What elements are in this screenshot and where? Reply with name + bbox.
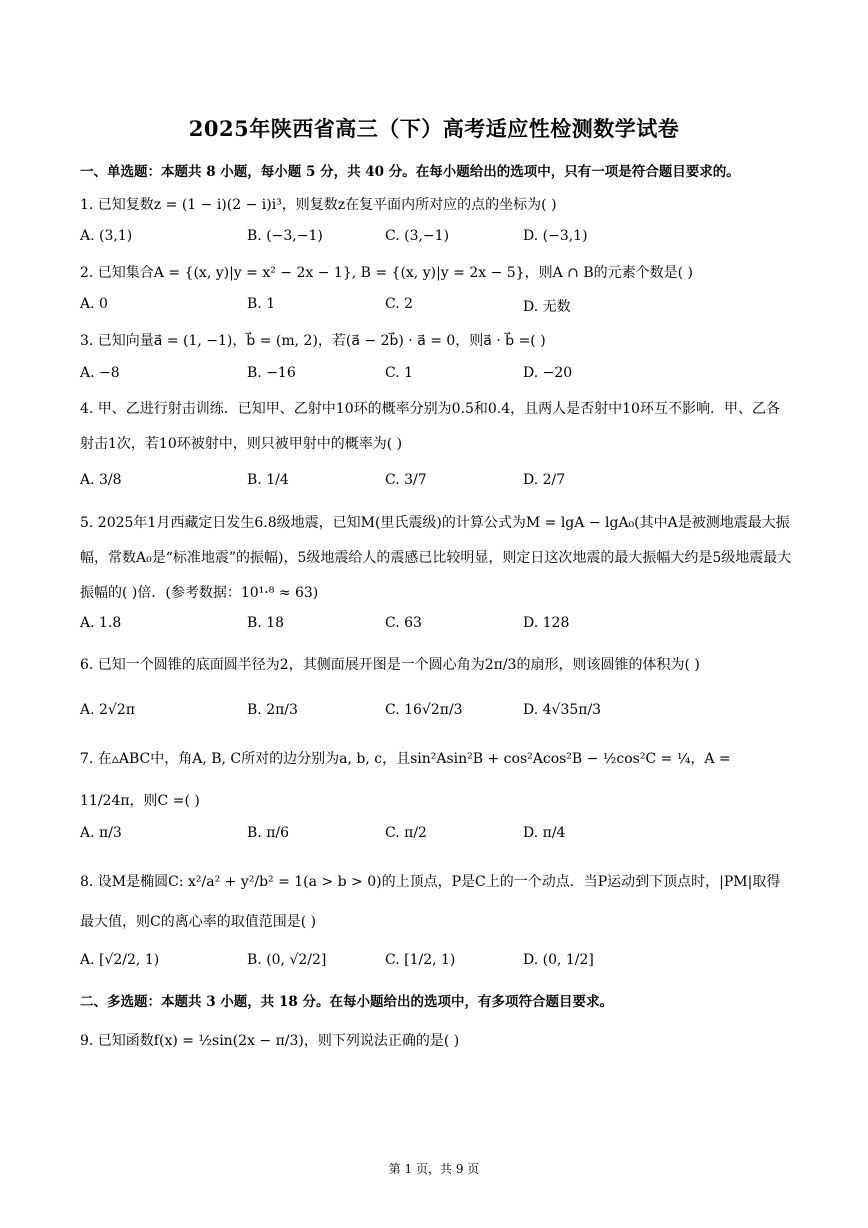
question-3-option-a[interactable]: A. −8 (80, 365, 120, 381)
question-4-option-c[interactable]: C. 3/7 (385, 472, 427, 488)
question-8-stem: 8. 设M是椭圆C: x²/a² + y²/b² = 1(a > b > 0)的上顶点，P是C上的一个动点．当P运动到下顶点时，|PM|取得最大值，则C的离心率的取值范围是( ) (80, 874, 781, 930)
question-2-option-c[interactable]: C. 2 (385, 296, 414, 312)
question-3-option-c[interactable]: C. 1 (385, 365, 414, 381)
question-2-option-d[interactable]: D. 无数 (523, 299, 571, 315)
question-6-stem: 6. 已知一个圆锥的底面圆半径为2，其侧面展开图是一个圆心角为2π/3的扇形，则该圆锥的体积为( ) (80, 657, 700, 673)
question-1-option-d[interactable]: D. (−3,1) (523, 228, 588, 244)
section-single-choice-header: 一、单选题：本题共 8 小题，每小题 5 分，共 40 分。在每小题给出的选项中，只有一项是符合题目要求的。 (80, 164, 740, 180)
question-4-option-b[interactable]: B. 1/4 (247, 472, 289, 488)
question-9-stem: 9. 已知函数f(x) = ½sin(2x − π/3)，则下列说法正确的是( ) (80, 1033, 460, 1049)
question-4-stem: 4. 甲、乙进行射击训练．已知甲、乙射中10环的概率分别为0.5和0.4，且两人是否射中10环互不影响．甲、乙各射击1次，若10环被射中，则只被甲射中的概率为( ) (80, 401, 780, 452)
question-8-option-d[interactable]: D. (0, 1/2] (523, 952, 594, 968)
section-multi-choice-header: 二、多选题：本题共 3 小题，共 18 分。在每小题给出的选项中，有多项符合题目要求。 (80, 994, 613, 1010)
question-1-option-c[interactable]: C. (3,−1) (385, 228, 450, 244)
question-6-option-c[interactable]: C. 16√2π/3 (385, 702, 463, 718)
question-5-stem: 5. 2025年1月西藏定日发生6.8级地震，已知M(里氏震级)的计算公式为M = lgA − lgA₀(其中A是被测地震最大振幅，常数A₀是“标准地震”的振幅)，5级地震给人的震感已比较明显，则定日这次地震的最大振幅大约是5级地震最大振幅的( )倍．(参考数据：10¹·⁸ ≈ 63) (80, 515, 792, 601)
question-7-option-d[interactable]: D. π/4 (523, 825, 566, 841)
question-2-option-b[interactable]: B. 1 (247, 296, 276, 312)
question-2-stem: 2. 已知集合A = {(x, y)|y = x² − 2x − 1}, B = {(x, y)|y = 2x − 5}，则A ∩ B的元素个数是( ) (80, 265, 693, 281)
question-1-option-a[interactable]: A. (3,1) (80, 228, 133, 244)
question-3-stem: 3. 已知向量a⃗ = (1, −1)，b⃗ = (m, 2)，若(a⃗ − 2b⃗) · a⃗ = 0，则a⃗ · b⃗ =( ) (80, 333, 546, 349)
question-6-option-d[interactable]: D. 4√35π/3 (523, 702, 602, 718)
question-6-option-b[interactable]: B. 2π/3 (247, 702, 298, 718)
question-6-option-a[interactable]: A. 2√2π (80, 702, 135, 718)
question-4-option-d[interactable]: D. 2/7 (523, 472, 566, 488)
question-5-option-c[interactable]: C. 63 (385, 615, 422, 631)
question-8-option-a[interactable]: A. [√2/2, 1) (80, 952, 160, 968)
question-8-option-b[interactable]: B. (0, √2/2] (247, 952, 327, 968)
question-8-option-c[interactable]: C. [1/2, 1) (385, 952, 456, 968)
question-7-option-c[interactable]: C. π/2 (385, 825, 427, 841)
question-5-option-a[interactable]: A. 1.8 (80, 615, 122, 631)
question-7-stem: 7. 在▵ABC中，角A, B, C所对的边分别为a, b, c，且sin²Asin²B + cos²Acos²B − ½cos²C = ¼，A = 11/24π，则C =( ) (80, 751, 731, 809)
question-1-stem: 1. 已知复数z = (1 − i)(2 − i)i³，则复数z在复平面内所对应的点的坐标为( ) (80, 197, 557, 213)
question-1-option-b[interactable]: B. (−3,−1) (247, 228, 323, 244)
question-3-option-d[interactable]: D. −20 (523, 365, 573, 381)
question-5-option-d[interactable]: D. 128 (523, 615, 570, 631)
exam-title: 2025年陕西省高三（下）高考适应性检测数学试卷 (188, 116, 680, 141)
question-4-option-a[interactable]: A. 3/8 (80, 472, 122, 488)
question-3-option-b[interactable]: B. −16 (247, 365, 296, 381)
question-7-option-b[interactable]: B. π/6 (247, 825, 290, 841)
question-7-option-a[interactable]: A. π/3 (80, 825, 122, 841)
page-footer: 第 1 页，共 9 页 (388, 1162, 480, 1176)
question-2-option-a[interactable]: A. 0 (80, 296, 108, 312)
question-5-option-b[interactable]: B. 18 (247, 615, 285, 631)
